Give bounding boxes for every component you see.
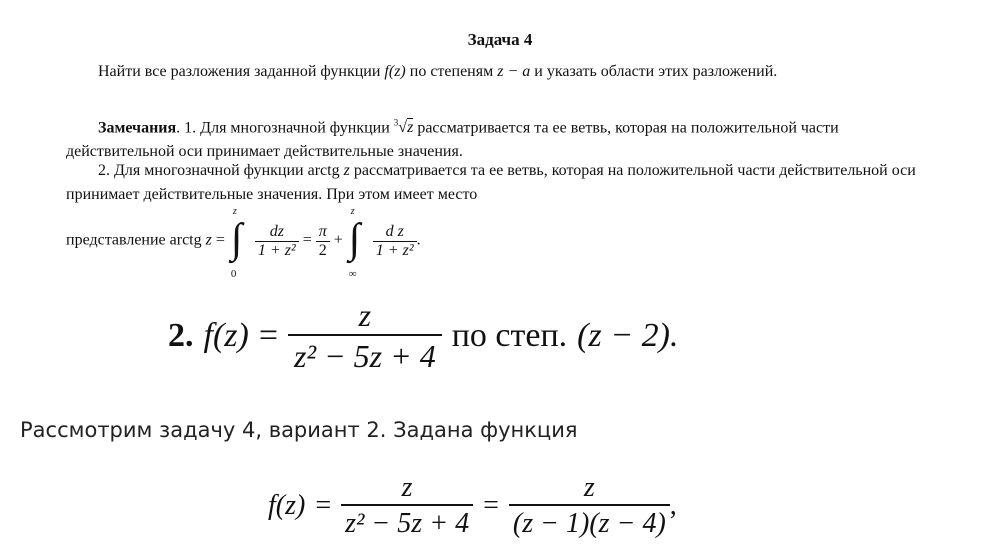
remark-2-prefix: 2. Для многозначной функции xyxy=(98,162,304,179)
variant-number: 2. xyxy=(168,317,194,354)
final-numerator-2: z xyxy=(583,472,595,503)
statement-variable: z − a xyxy=(497,63,531,80)
integral-2-lower: ∞ xyxy=(348,268,357,280)
variant-text: по степ. xyxy=(451,317,568,354)
repr-var: z xyxy=(205,231,212,249)
final-denominator-2: (z − 1)(z − 4) xyxy=(509,504,670,540)
integrand-1-denominator: 1 + z² xyxy=(255,241,299,260)
repr-eq-2: = xyxy=(302,231,312,249)
remark-1-prefix: . 1. Для многозначной функции xyxy=(176,119,390,137)
final-eq-1: = xyxy=(315,490,332,521)
remark-2-text: рассматривается та ее ветвь, которая на положительной части действительной оси принимает действительные значения. При этом имеет место xyxy=(66,162,916,203)
final-equation xyxy=(268,468,677,544)
final-fraction-1 xyxy=(341,472,473,540)
final-eq-2: = xyxy=(483,490,499,521)
representation-label: представление xyxy=(66,231,166,249)
final-comma: , xyxy=(669,490,677,521)
repr-arctg: arctg xyxy=(169,231,202,249)
variant-power: (z − 2). xyxy=(577,317,679,354)
variant-problem xyxy=(168,296,678,376)
integral-sign-icon: ∫ xyxy=(348,216,361,262)
root-argument: z xyxy=(407,119,414,137)
pi-symbol: π xyxy=(318,222,327,240)
repr-plus: + xyxy=(333,231,343,249)
pi-over-2 xyxy=(316,223,330,260)
variant-denominator: z² − 5z + 4 xyxy=(288,334,442,375)
repr-eq: = xyxy=(215,231,225,249)
integrand-1-numerator: dz xyxy=(269,222,284,240)
task-title: Задача 4 xyxy=(467,30,533,49)
integrand-2 xyxy=(373,223,417,260)
task-statement xyxy=(66,60,924,84)
pi-denominator: 2 xyxy=(316,241,330,260)
consider-text: Рассмотрим задачу 4, вариант 2. Задана функция xyxy=(20,418,578,442)
remark-2 xyxy=(66,159,924,207)
integrand-2-numerator: d z xyxy=(385,222,404,240)
final-numerator-1: z xyxy=(401,472,413,503)
repr-period: . xyxy=(416,231,421,249)
variant-fraction xyxy=(288,297,442,375)
final-denominator-1: z² − 5z + 4 xyxy=(341,504,473,540)
integral-sign-icon: ∫ xyxy=(230,216,243,262)
variant-eq: = xyxy=(258,317,279,354)
statement-function: f(z) xyxy=(384,63,406,80)
final-lhs: f(z) xyxy=(268,490,306,521)
arctg-representation xyxy=(66,206,626,280)
remark-1-text: рассматривается та ее ветвь, которая на положительной части действительной оси принимает действительные значения. xyxy=(66,119,839,161)
statement-text-2: по степеням xyxy=(409,63,494,80)
variant-lhs: f(z) xyxy=(203,317,249,354)
integral-1-upper: z xyxy=(232,206,237,217)
integral-2-upper: z xyxy=(350,206,355,217)
remarks-label: Замечания xyxy=(98,119,177,137)
arctg-func: arctg xyxy=(307,162,340,179)
root-index: 3 xyxy=(393,118,399,128)
integrand-1 xyxy=(255,223,299,260)
arctg-arg: z xyxy=(343,162,350,179)
remark-1 xyxy=(66,111,924,164)
statement-text-1: Найти все разложения заданной функции xyxy=(98,63,381,80)
integral-2 xyxy=(347,206,369,280)
radical-sign: √ xyxy=(398,119,408,137)
integral-1 xyxy=(229,206,251,280)
statement-text-3: и указать области этих разложений. xyxy=(534,63,778,80)
cube-root xyxy=(394,119,414,136)
integrand-2-denominator: 1 + z² xyxy=(373,241,417,260)
variant-numerator: z xyxy=(358,297,372,333)
integral-1-lower: 0 xyxy=(230,268,237,280)
final-fraction-2 xyxy=(509,472,670,540)
